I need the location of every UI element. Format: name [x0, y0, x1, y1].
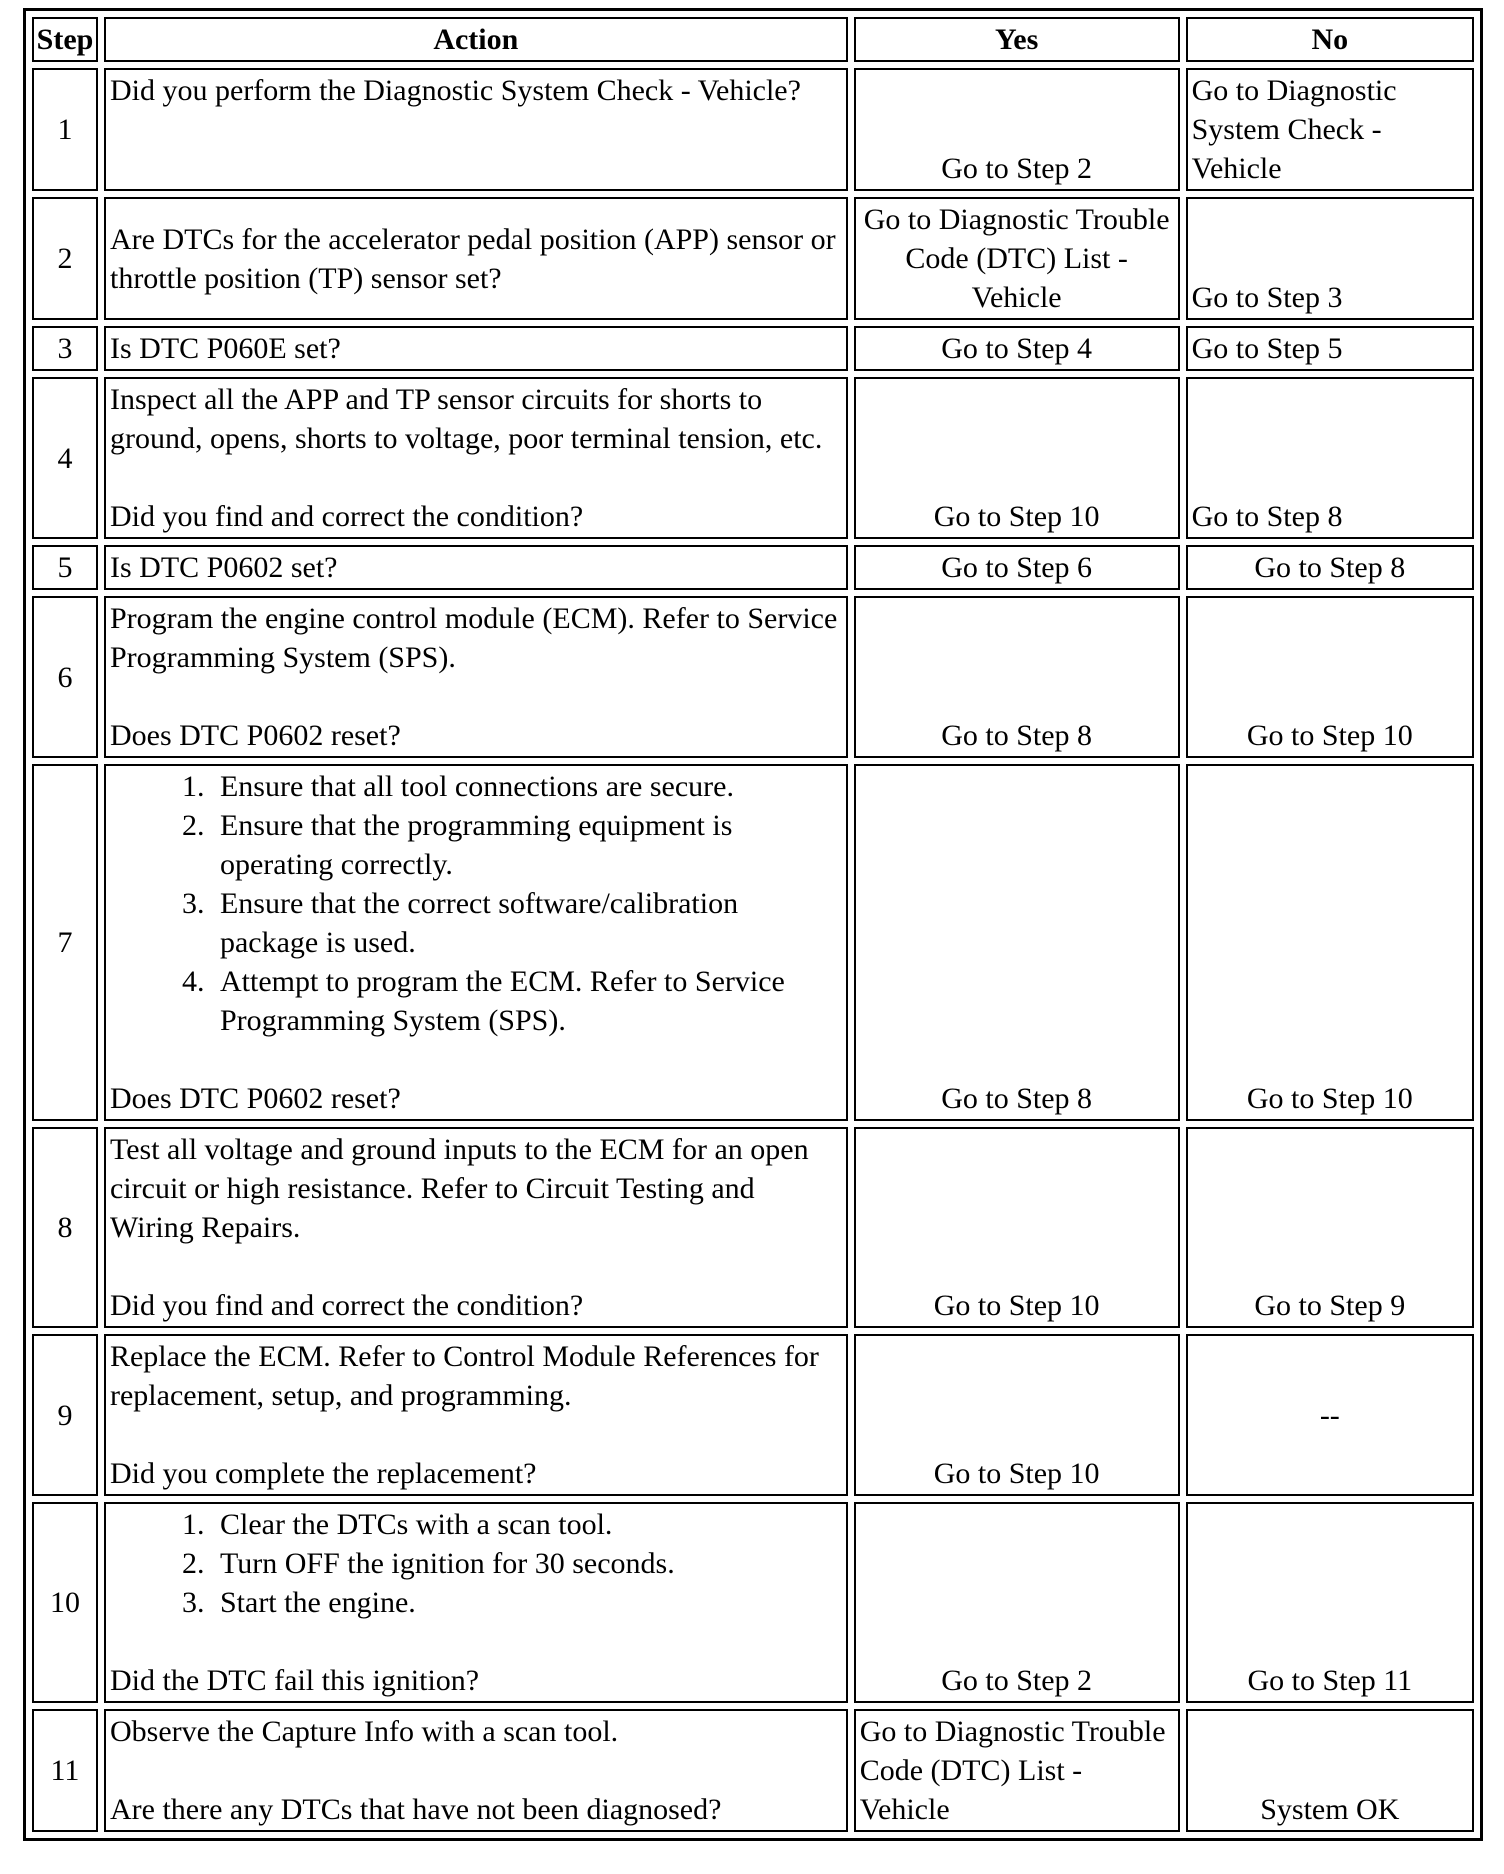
table-row — [32, 68, 1474, 191]
action-question: Are DTCs for the accelerator pedal position (APP) sensor or throttle position (TP) sensor set? — [109, 222, 836, 295]
header-no: No — [1186, 17, 1474, 62]
table-row — [32, 377, 1474, 539]
list-item: 3. Start the engine. — [212, 1583, 842, 1622]
no-result: -- — [1186, 1334, 1474, 1496]
action-cell — [104, 1502, 848, 1703]
no-result: Go to Step 8 — [1186, 545, 1474, 590]
yes-result: Go to Step 6 — [854, 545, 1180, 590]
table-row — [32, 1502, 1474, 1703]
step-number: 1 — [32, 68, 98, 191]
table-row — [32, 1334, 1474, 1496]
step-number: 11 — [32, 1709, 98, 1832]
action-cell — [104, 1334, 848, 1496]
step-number: 5 — [32, 545, 98, 590]
no-result: Go to Step 3 — [1186, 197, 1474, 320]
step-number: 4 — [32, 377, 98, 539]
yes-result: Go to Step 10 — [854, 377, 1180, 539]
action-cell — [104, 596, 848, 758]
action-cell — [104, 326, 848, 371]
action-instruction: Observe the Capture Info with a scan tool. — [109, 1715, 619, 1748]
yes-result: Go to Diagnostic Trouble Code (DTC) List - Vehicle — [854, 197, 1180, 320]
no-result: System OK — [1186, 1709, 1474, 1832]
diagnostic-table — [23, 8, 1483, 1841]
action-steps-list — [110, 1505, 842, 1622]
action-question: Did you find and correct the condition? — [109, 1289, 584, 1322]
action-question: Did the DTC fail this ignition? — [109, 1664, 480, 1697]
no-result: Go to Step 9 — [1186, 1127, 1474, 1328]
action-cell — [104, 197, 848, 320]
list-item: 4. Attempt to program the ECM. Refer to Service Programming System (SPS). — [212, 962, 842, 1040]
yes-result: Go to Step 10 — [854, 1127, 1180, 1328]
table-row — [32, 545, 1474, 590]
no-result: Go to Diagnostic System Check - Vehicle — [1186, 68, 1474, 191]
action-cell — [104, 764, 848, 1121]
no-result: Go to Step 8 — [1186, 377, 1474, 539]
step-number: 2 — [32, 197, 98, 320]
action-instruction: Test all voltage and ground inputs to the ECM for an open circuit or high resistance. Refer to Circuit Testing and Wiring Repairs. — [109, 1133, 809, 1244]
table-row — [32, 1709, 1474, 1832]
action-steps-list — [110, 767, 842, 1040]
action-cell — [104, 545, 848, 590]
action-cell — [104, 1709, 848, 1832]
list-item: 1. Clear the DTCs with a scan tool. — [212, 1505, 842, 1544]
header-step: Step — [32, 17, 98, 62]
list-item: 2. Ensure that the programming equipment is operating correctly. — [212, 806, 842, 884]
action-question: Is DTC P0602 set? — [109, 551, 338, 584]
action-cell — [104, 1127, 848, 1328]
action-question: Does DTC P0602 reset? — [109, 1082, 401, 1115]
no-result: Go to Step 10 — [1186, 596, 1474, 758]
table-row — [32, 596, 1474, 758]
action-cell — [104, 377, 848, 539]
list-item: 3. Ensure that the correct software/calibration package is used. — [212, 884, 842, 962]
header-yes: Yes — [854, 17, 1180, 62]
action-question: Is DTC P060E set? — [109, 332, 341, 365]
yes-result: Go to Step 8 — [854, 596, 1180, 758]
action-question: Did you complete the replacement? — [109, 1457, 537, 1490]
table-row — [32, 1127, 1474, 1328]
yes-result: Go to Step 10 — [854, 1334, 1180, 1496]
no-result: Go to Step 5 — [1186, 326, 1474, 371]
yes-result: Go to Diagnostic Trouble Code (DTC) List - Vehicle — [854, 1709, 1180, 1832]
yes-result: Go to Step 2 — [854, 68, 1180, 191]
list-item: 1. Ensure that all tool connections are secure. — [212, 767, 842, 806]
step-number: 3 — [32, 326, 98, 371]
no-result: Go to Step 11 — [1186, 1502, 1474, 1703]
action-instruction: Program the engine control module (ECM). Refer to Service Programming System (SPS). — [109, 602, 838, 674]
yes-result: Go to Step 2 — [854, 1502, 1180, 1703]
action-question: Are there any DTCs that have not been diagnosed? — [109, 1793, 722, 1826]
table-row — [32, 326, 1474, 371]
yes-result: Go to Step 8 — [854, 764, 1180, 1121]
action-question: Did you perform the Diagnostic System Check - Vehicle? — [109, 74, 801, 107]
action-instruction: Replace the ECM. Refer to Control Module References for replacement, setup, and programming. — [109, 1340, 819, 1412]
action-question: Does DTC P0602 reset? — [109, 719, 401, 752]
step-number: 7 — [32, 764, 98, 1121]
yes-result: Go to Step 4 — [854, 326, 1180, 371]
step-number: 9 — [32, 1334, 98, 1496]
table-row — [32, 764, 1474, 1121]
step-number: 10 — [32, 1502, 98, 1703]
table-row — [32, 197, 1474, 320]
list-item: 2. Turn OFF the ignition for 30 seconds. — [212, 1544, 842, 1583]
action-question: Did you find and correct the condition? — [109, 500, 584, 533]
no-result: Go to Step 10 — [1186, 764, 1474, 1121]
action-cell — [104, 68, 848, 191]
step-number: 6 — [32, 596, 98, 758]
step-number: 8 — [32, 1127, 98, 1328]
header-action: Action — [104, 17, 848, 62]
action-instruction: Inspect all the APP and TP sensor circuits for shorts to ground, opens, shorts to voltage, poor terminal tension, etc. — [109, 383, 823, 455]
header-row — [32, 17, 1474, 62]
